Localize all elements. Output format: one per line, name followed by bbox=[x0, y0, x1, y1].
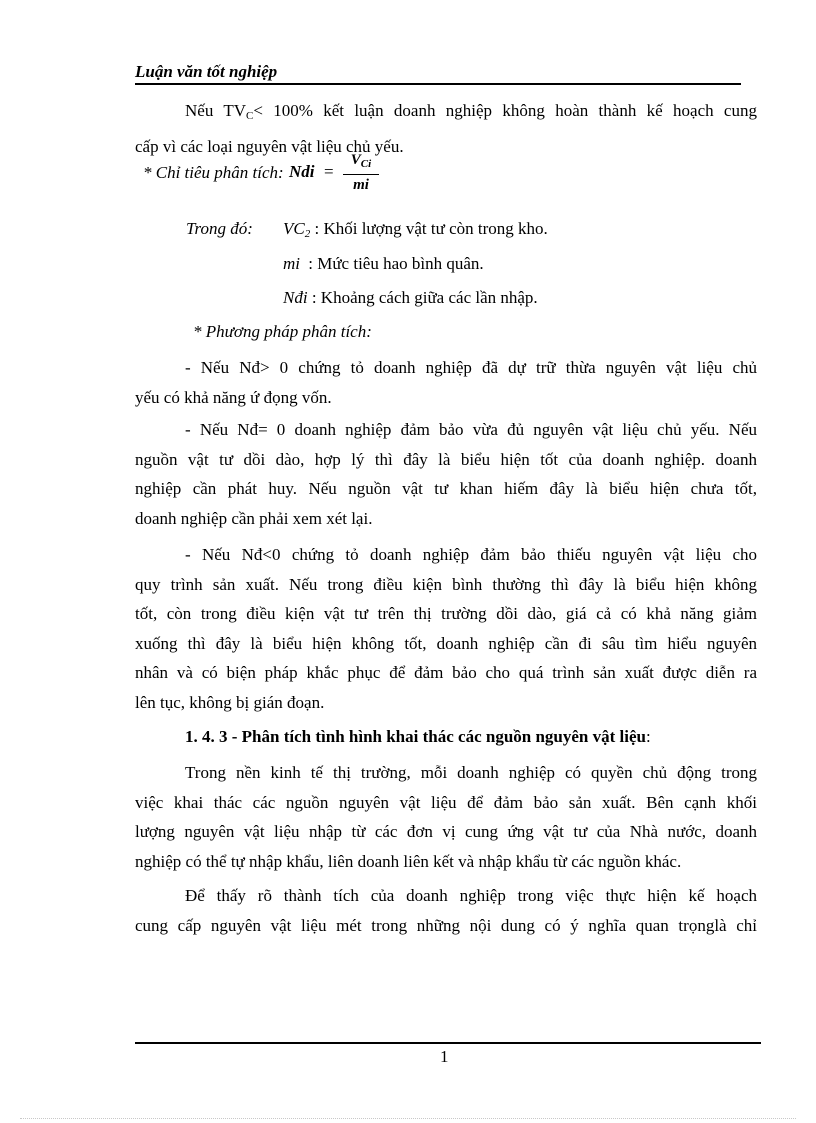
paragraph-line: - Nếu Nđ> 0 chứng tỏ doanh nghiệp đã dự trữ thừa nguyên vật liệu chủ bbox=[185, 358, 757, 377]
formula-equals: = bbox=[324, 162, 334, 181]
definition-text: : Mức tiêu hao bình quân. bbox=[308, 254, 484, 273]
section-number: 1. 4. 3 - bbox=[185, 727, 238, 746]
paragraph-line: Trong nền kinh tế thị trường, mỗi doanh nghiệp có quyền chủ động trong bbox=[185, 763, 757, 782]
definition-symbol: mi bbox=[283, 254, 300, 273]
paragraph-line: Để thấy rõ thành tích của doanh nghiệp trong việc thực hiện kế hoạch bbox=[185, 886, 757, 905]
formula-fraction bbox=[343, 151, 379, 194]
paragraph-line: nghiệp cần phát huy. Nếu nguồn vật tư khan hiếm đây là biểu hiện chưa tốt, bbox=[135, 479, 757, 498]
formula-lhs: Ndi bbox=[289, 162, 315, 181]
footer-rule bbox=[135, 1042, 761, 1044]
paragraph-line: cấp vì các loại nguyên vật liệu chủ yếu. bbox=[135, 136, 404, 156]
definition-text: : Khoảng cách giữa các lần nhập. bbox=[311, 288, 538, 307]
paragraph-line: lượng nguyên vật liệu nhập từ các đơn vị cung ứng vật tư của Nhà nước, doanh bbox=[135, 822, 757, 841]
section-heading: 1. 4. 3 - Phân tích tình hình khai thác các nguồn nguyên vật liệu: bbox=[185, 727, 651, 746]
indicator-label: * Chỉ tiêu phân tích: bbox=[143, 163, 284, 182]
paragraph-line: cung cấp nguyên vật liệu mét trong những nội dung có ý nghĩa quan trọnglà chỉ bbox=[135, 915, 757, 935]
page-bottom-dotted-line bbox=[20, 1118, 796, 1119]
formula-denominator: mi bbox=[353, 177, 369, 193]
definition-text: : Khối lượng vật tư còn trong kho. bbox=[314, 219, 548, 238]
fraction-bar bbox=[343, 174, 379, 175]
paragraph-market bbox=[135, 758, 757, 876]
running-header-title: Luận văn tốt nghiệp bbox=[135, 62, 278, 81]
definitions-intro: Trong đó: bbox=[186, 219, 253, 238]
header-rule bbox=[135, 83, 741, 85]
paragraph-line: quy trình sản xuất. Nếu trong điều kiện bình thường thì đây là biểu hiện không bbox=[135, 574, 757, 594]
paragraph-line: tốt, còn trong điều kiện vật tư trên thị trường dồi dào, giá cả có khả năng giảm bbox=[135, 604, 757, 623]
paragraph-positive bbox=[135, 353, 757, 412]
page-number: 1 bbox=[440, 1047, 449, 1066]
paragraph-zero bbox=[135, 415, 757, 533]
paragraph-line: xuống thì đây là biểu hiện không tốt, doanh nghiệp cần đi sâu tìm hiểu nguyên bbox=[135, 633, 757, 653]
definition-row bbox=[283, 254, 484, 274]
definition-symbol: $VC_2$ bbox=[283, 219, 311, 240]
definition-row bbox=[283, 219, 548, 240]
section-title: Phân tích tình hình khai thác các nguồn nguyên vật liệu bbox=[241, 727, 646, 746]
paragraph-final bbox=[135, 881, 757, 940]
formula-numerator: $V_{Ci}$ bbox=[350, 152, 372, 170]
paragraph-line: nguồn vật tư dồi dào, hợp lý thì đây là biểu hiện tốt của doanh nghiệp. doanh bbox=[135, 449, 757, 469]
paragraph-line: yếu có khả năng ứ đọng vốn. bbox=[135, 387, 332, 407]
paragraph-line: lên tục, không bị gián đoạn. bbox=[135, 692, 325, 712]
paragraph-line: Nếu $TV_C< 100\%$ kết luận doanh nghiệp không hoàn thành kế hoạch cung bbox=[185, 101, 757, 122]
definition-row bbox=[283, 288, 538, 308]
paragraph-completion bbox=[135, 96, 757, 161]
paragraph-line: việc khai thác các nguồn nguyên vật liệu để đảm bảo sản xuất. Bên cạnh khối bbox=[135, 792, 757, 812]
paragraph-line: doanh nghiệp cần phải xem xét lại. bbox=[135, 508, 373, 528]
paragraph-negative bbox=[135, 540, 757, 717]
paragraph-line: - Nếu Nđ= 0 doanh nghiệp đảm bảo vừa đủ nguyên vật liệu chủ yếu. Nếu bbox=[185, 420, 757, 439]
method-label: * Phương pháp phân tích: bbox=[193, 322, 372, 341]
paragraph-line: nghiệp có thể tự nhập khẩu, liên doanh liên kết và nhập khẩu từ các nguồn khác. bbox=[135, 851, 682, 871]
paragraph-line: nhân và có biện pháp khắc phục để đảm bảo cho quá trình sản xuất được diễn ra bbox=[135, 663, 757, 682]
definition-symbol: Nđi bbox=[283, 288, 308, 307]
paragraph-line: - Nếu Nđ<0 chứng tỏ doanh nghiệp đảm bảo thiếu nguyên vật liệu cho bbox=[185, 545, 757, 564]
